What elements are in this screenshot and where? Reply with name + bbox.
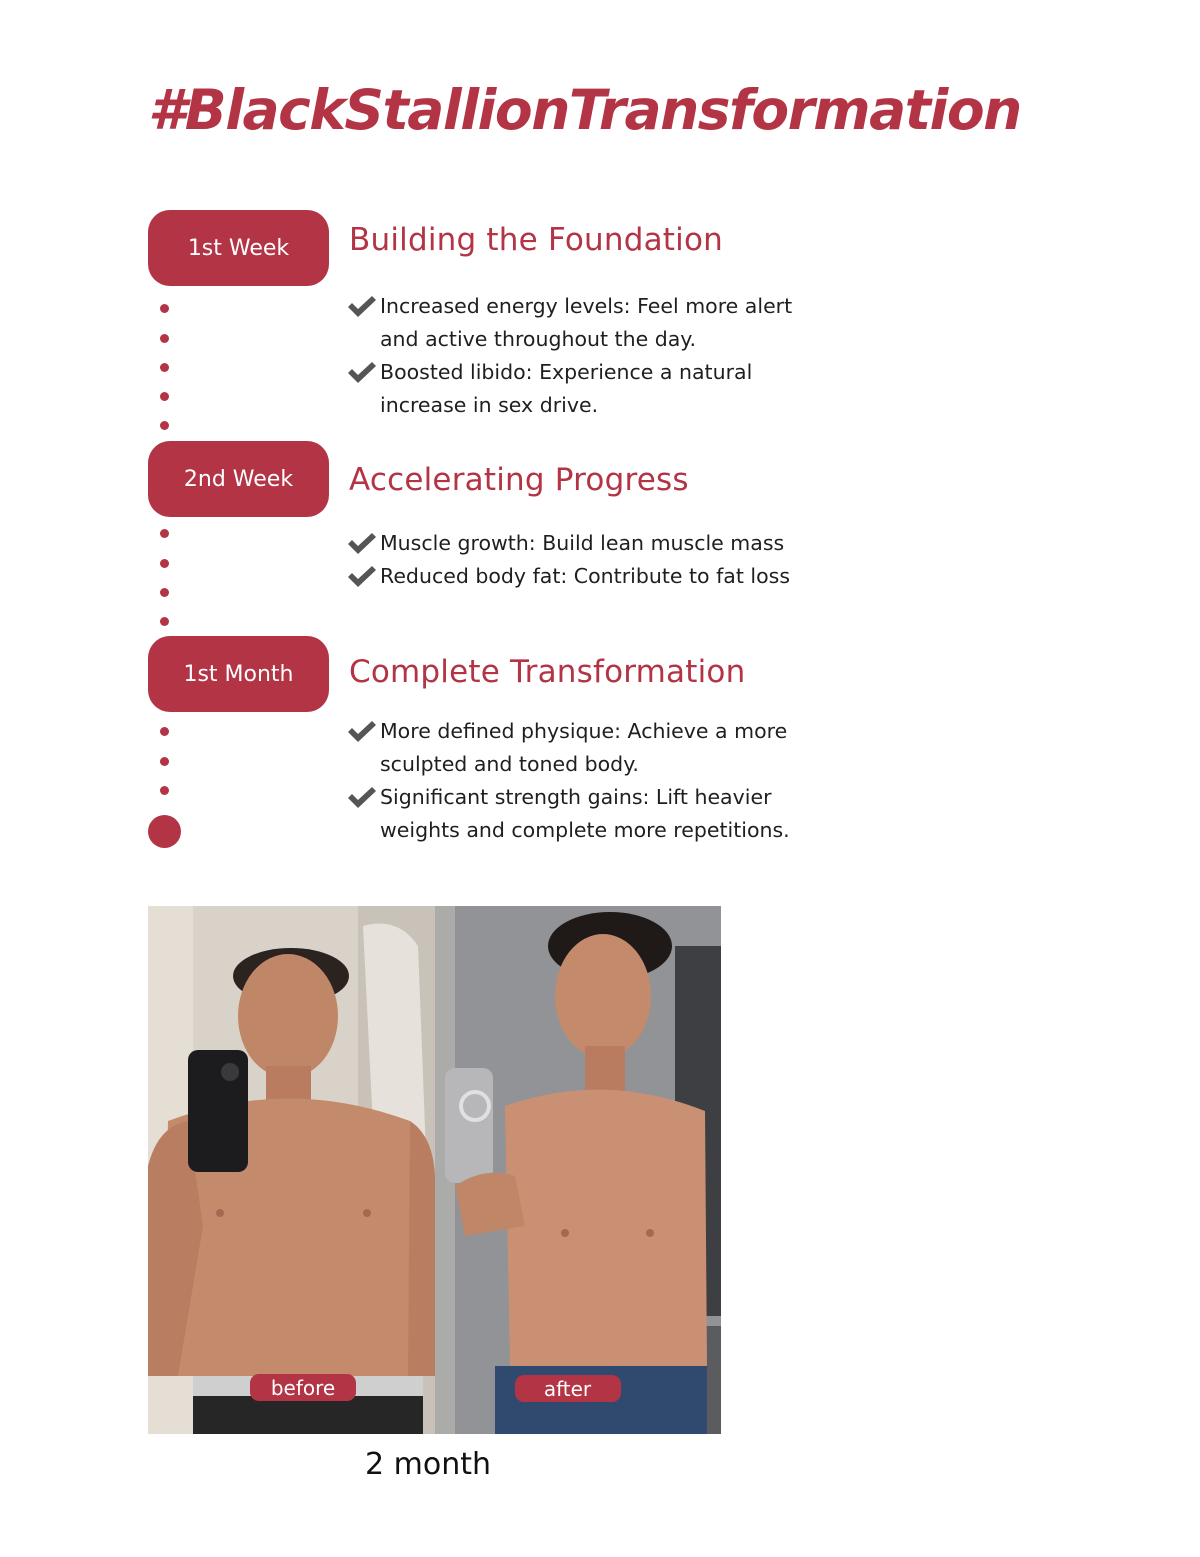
- timeline-end-dot: [148, 815, 181, 848]
- before-photo: [148, 906, 435, 1434]
- timeline-dot: [160, 421, 169, 430]
- timeline-dot: [160, 617, 169, 626]
- timeline-dot: [160, 757, 169, 766]
- bullet-line: increase in sex drive.: [380, 393, 599, 417]
- bullet-line: and active throughout the day.: [380, 327, 697, 351]
- photo-caption: 2 month: [365, 1447, 491, 1482]
- after-photo: [435, 906, 722, 1434]
- stage-pill-week-2: [148, 441, 329, 517]
- timeline-dot: [160, 559, 169, 568]
- stage-bullet-list: [346, 715, 866, 847]
- timeline-dot: [160, 304, 169, 313]
- bullet-text: [380, 290, 866, 356]
- stage-heading: Building the Foundation: [349, 222, 723, 258]
- bullet-line: More defined physique: Achieve a more: [380, 719, 788, 743]
- list-item: [346, 781, 866, 847]
- bullet-line: Significant strength gains: Lift heavier: [380, 785, 772, 809]
- bullet-line: sculpted and toned body.: [380, 752, 639, 776]
- stage-heading: Accelerating Progress: [349, 462, 689, 498]
- bullet-line: Increased energy levels: Feel more alert: [380, 294, 793, 318]
- stage-pill-week-1: [148, 210, 329, 286]
- timeline-dot: [160, 529, 169, 538]
- check-icon: [346, 527, 380, 560]
- list-item: [346, 356, 866, 422]
- list-item: [346, 715, 866, 781]
- stage-heading: Complete Transformation: [349, 654, 746, 690]
- list-item: [346, 290, 866, 356]
- timeline-dot: [160, 363, 169, 372]
- stage-pill-month-1: [148, 636, 329, 712]
- stage-bullet-list: [346, 527, 866, 593]
- check-icon: [346, 560, 380, 593]
- bullet-line: Boosted libido: Experience a natural: [380, 360, 753, 384]
- check-icon: [346, 290, 380, 323]
- before-after-photo: [148, 906, 721, 1434]
- bullet-text: [380, 715, 866, 781]
- stage-pill-label: 1st Month: [183, 661, 294, 687]
- timeline-dot: [160, 588, 169, 597]
- timeline-dot: [160, 727, 169, 736]
- check-icon: [346, 781, 380, 814]
- stage-pill-label: 1st Week: [187, 235, 290, 261]
- bullet-text: [380, 356, 866, 422]
- list-item: [346, 560, 866, 593]
- check-icon: [346, 715, 380, 748]
- bullet-text: Reduced body fat: Contribute to fat loss: [380, 564, 791, 588]
- timeline-dot: [160, 392, 169, 401]
- stage-bullet-list: [346, 290, 866, 422]
- bullet-line: weights and complete more repetitions.: [380, 818, 790, 842]
- page-title: #BlackStallionTransformation: [148, 78, 1021, 142]
- before-label: before: [250, 1374, 356, 1401]
- bullet-text: [380, 781, 866, 847]
- bullet-text: Muscle growth: Build lean muscle mass: [380, 531, 785, 555]
- stage-pill-label: 2nd Week: [183, 466, 294, 492]
- after-label: after: [515, 1375, 621, 1402]
- list-item: [346, 527, 866, 560]
- timeline-dot: [160, 334, 169, 343]
- check-icon: [346, 356, 380, 389]
- timeline-dot: [160, 786, 169, 795]
